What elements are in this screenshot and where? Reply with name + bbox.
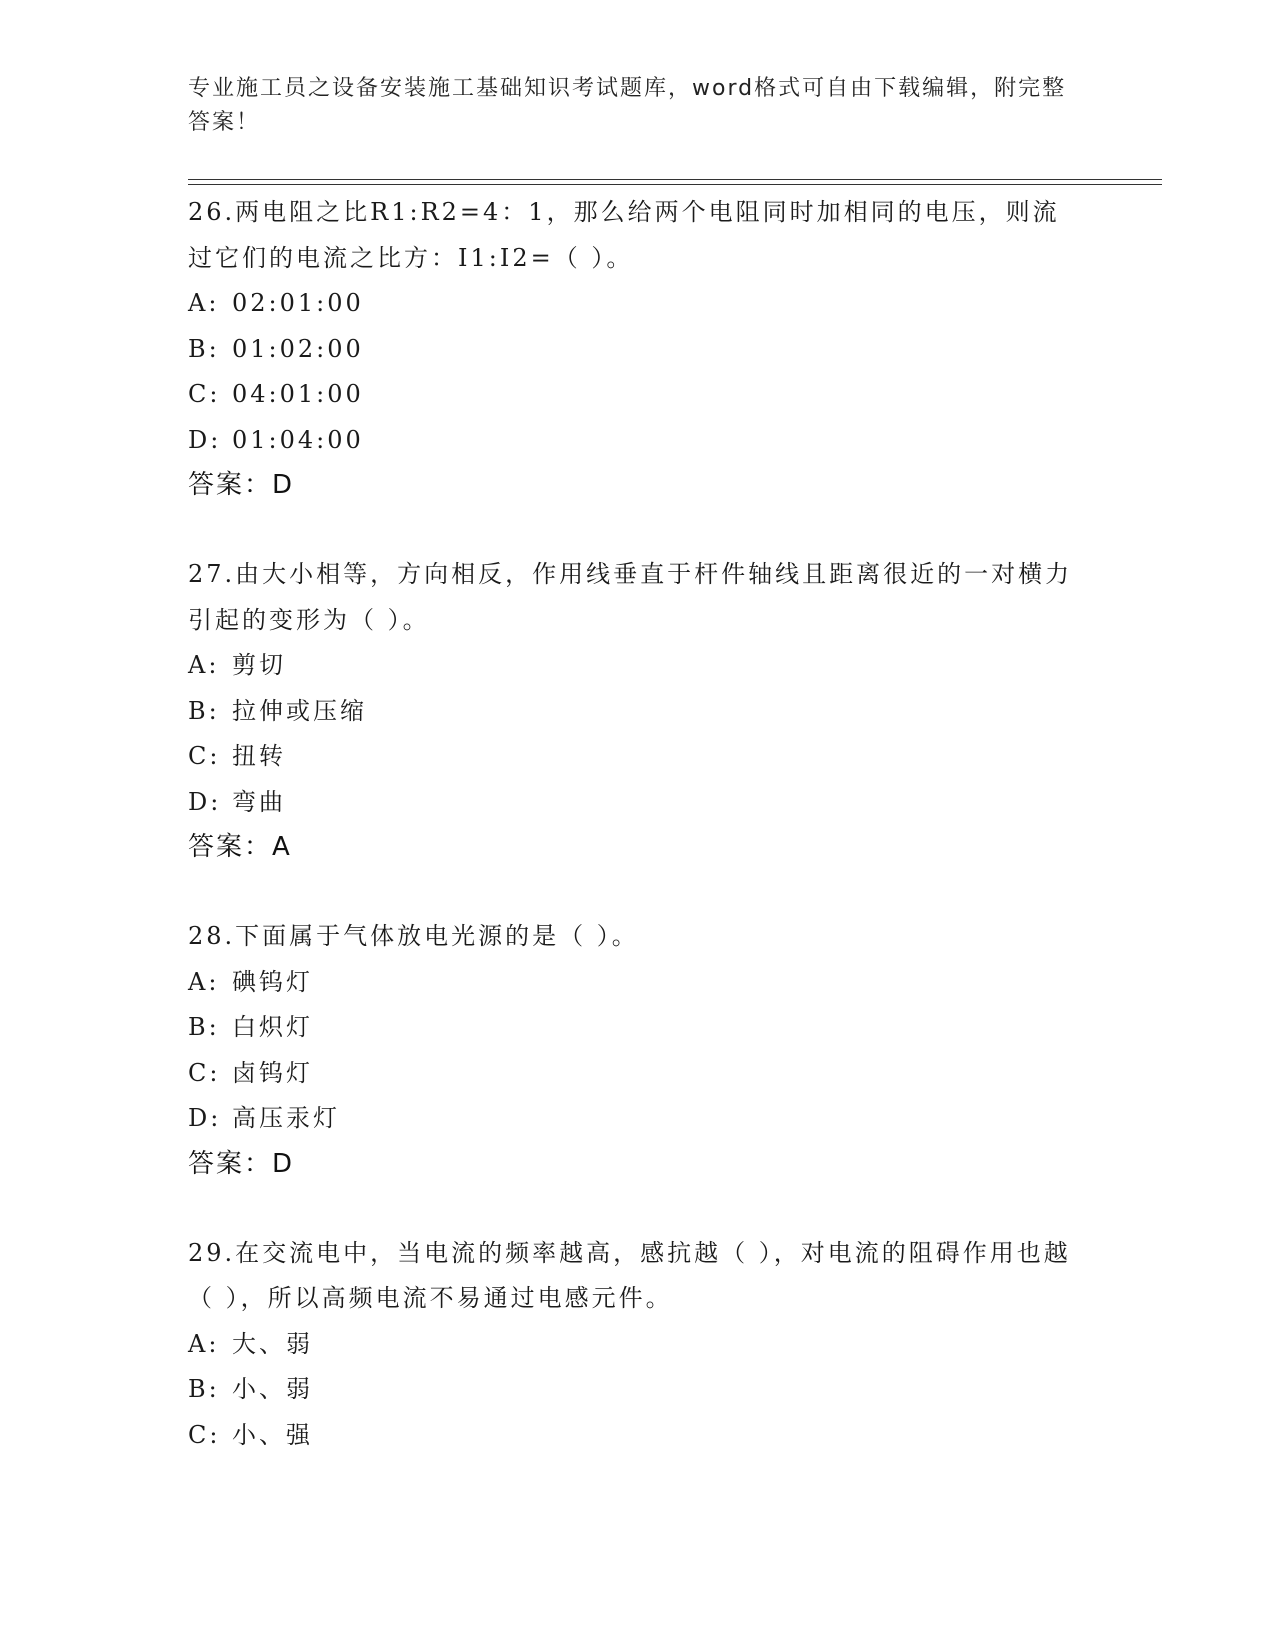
header-divider-top <box>188 179 1162 180</box>
option-letter: D: <box>188 787 222 816</box>
question-stem: 27.由大小相等，方向相反，作用线垂直于杆件轴线且距离很近的一对横力引起的变形为（ ）。 <box>188 560 1073 634</box>
option-letter: B: <box>188 334 220 363</box>
option-letter: D: <box>188 1104 222 1132</box>
question-stem: 29.在交流电中，当电流的频率越高，感抗越（ ），对电流的阻碍作用也越（ ），所以高频电流不易通过电感元件。 <box>188 1238 1071 1312</box>
option-letter: A: <box>188 289 220 317</box>
option-letter: B: <box>188 1013 220 1041</box>
option-text: 01:02:00 <box>232 334 364 363</box>
option-letter: A: <box>188 1329 220 1358</box>
option-c <box>188 1413 1088 1459</box>
option-text: 小、强 <box>232 1420 313 1449</box>
option-d <box>188 780 1088 826</box>
option-text: 高压汞灯 <box>232 1104 340 1132</box>
option-text: 04:01:00 <box>232 380 364 408</box>
option-c <box>188 1051 1088 1097</box>
question-stem: 26.两电阻之比R1:R2=4：1，那么给两个电阻同时加相同的电压，则流过它们的电流之比方：I1:I2=（ ）。 <box>188 198 1060 272</box>
option-letter: D: <box>188 425 222 454</box>
answer-line: 答案：D <box>188 470 295 500</box>
option-b <box>188 327 1088 373</box>
header-divider-bottom <box>188 184 1162 185</box>
option-c <box>188 372 1088 418</box>
question-27 <box>188 552 1088 870</box>
option-a <box>188 1322 1088 1368</box>
option-b <box>188 689 1088 735</box>
option-text: 白炽灯 <box>232 1013 313 1041</box>
option-a <box>188 960 1088 1006</box>
option-text: 小、弱 <box>232 1375 313 1403</box>
question-28 <box>188 914 1088 1187</box>
option-a <box>188 281 1088 327</box>
option-b <box>188 1367 1088 1413</box>
option-letter: B: <box>188 1375 220 1403</box>
option-letter: B: <box>188 696 220 725</box>
option-letter: A: <box>188 967 220 996</box>
option-c <box>188 734 1088 780</box>
option-a <box>188 643 1088 689</box>
document-header: 专业施工员之设备安装施工基础知识考试题库，word格式可自由下载编辑，附完整答案！ <box>188 76 1067 135</box>
option-text: 卤钨灯 <box>232 1058 313 1087</box>
option-letter: C: <box>188 380 221 408</box>
option-text: 01:04:00 <box>232 425 364 454</box>
option-letter: C: <box>188 1058 221 1087</box>
option-letter: C: <box>188 742 221 770</box>
question-26 <box>188 190 1088 508</box>
option-text: 02:01:00 <box>232 289 364 317</box>
option-text: 剪切 <box>232 651 286 679</box>
option-d <box>188 418 1088 464</box>
question-stem: 28.下面属于气体放电光源的是（ ）。 <box>188 922 639 950</box>
answer-line: 答案：D <box>188 1148 295 1179</box>
option-letter: C: <box>188 1420 221 1449</box>
answer-line: 答案：A <box>188 832 292 862</box>
option-text: 碘钨灯 <box>232 967 313 996</box>
option-text: 拉伸或压缩 <box>232 696 367 725</box>
question-list <box>188 190 1088 1502</box>
option-letter: A: <box>188 651 220 679</box>
question-29 <box>188 1231 1088 1459</box>
option-text: 大、弱 <box>232 1329 313 1358</box>
option-d <box>188 1096 1088 1142</box>
option-text: 弯曲 <box>232 787 286 816</box>
option-text: 扭转 <box>232 742 286 770</box>
option-b <box>188 1005 1088 1051</box>
